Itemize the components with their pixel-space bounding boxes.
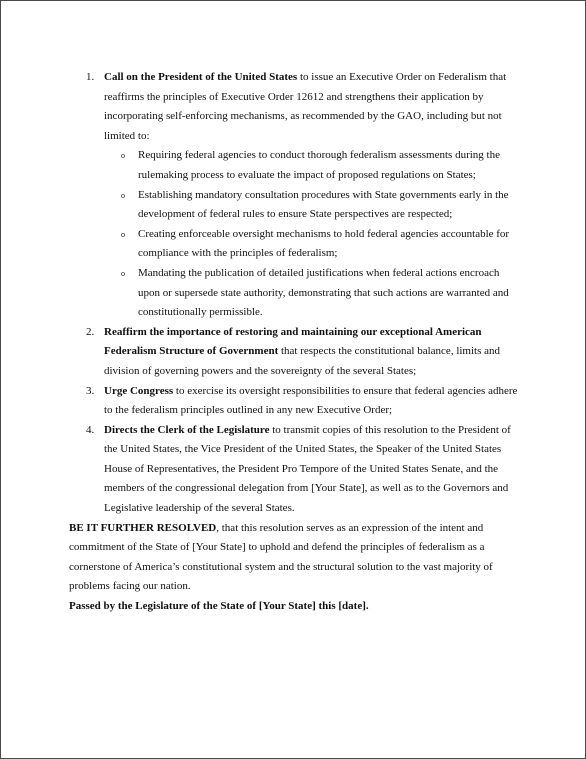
resolved-text: , that this resolution serves as an expression of the intent and commitment of the State of [Your State] to uphold and defend the principles of federalism as a cornerstone of America’s constitutional system and the structural solution to the vast majority of problems facing our nation. <box>69 521 493 593</box>
bullet-icon: o <box>121 190 125 200</box>
list-item-1 <box>86 68 523 323</box>
sub-item <box>121 264 523 323</box>
item-number: 2. <box>86 325 95 338</box>
list-item-2 <box>86 323 523 382</box>
item-number: 3. <box>86 384 95 397</box>
item-text: to issue an Executive Order on Federalism that reaffirms the principles of Executive Order 12612 and strengthens their application by incorporating self-enforcing mechanisms, as recommended by the GAO, including but not limited to: <box>104 71 507 142</box>
resolution-body <box>69 68 523 617</box>
resolved-heading: BE IT FURTHER RESOLVED <box>69 521 217 534</box>
item-heading: Reaffirm the importance of restoring and maintaining our exceptional American Federalism Structure of Government <box>104 325 482 358</box>
item-number: 1. <box>86 71 95 83</box>
item-text: to exercise its oversight responsibilities to ensure that federal agencies adhere to the federalism principles outlined in any new Executive Order; <box>104 384 518 417</box>
further-resolved-paragraph <box>69 519 523 597</box>
item-text: that respects the constitutional balance, limits and division of governing powers and the sovereignty of the several States; <box>104 345 501 377</box>
sub-item-text: Creating enforceable oversight mechanisms to hold federal agencies accountable for compliance with the principles of federalism; <box>138 227 510 260</box>
bullet-icon: o <box>121 229 125 239</box>
sub-item <box>121 225 523 264</box>
passed-line: Passed by the Legislature of the State of [Your State] this [date]. <box>69 600 369 613</box>
bullet-icon: o <box>121 151 125 161</box>
resolution-list <box>69 68 523 519</box>
sub-item-text: Establishing mandatory consultation procedures with State governments early in the development of federal rules to ensure State perspectives are respected; <box>138 188 509 221</box>
sub-list <box>104 146 523 322</box>
sub-item-text: Requiring federal agencies to conduct thorough federalism assessments during the rulemaking process to evaluate the impact of proposed regulations on States; <box>138 149 500 181</box>
item-heading: Directs the Clerk of the Legislature <box>104 423 270 436</box>
sub-item <box>121 186 523 225</box>
list-item-3 <box>86 382 523 421</box>
list-item-4 <box>86 421 523 519</box>
item-heading: Call on the President of the United States <box>104 71 298 83</box>
sub-item-text: Mandating the publication of detailed justifications when federal actions encroach upon or supersede state authority, demonstrating that such actions are warranted and constitutionally permissible. <box>138 266 509 319</box>
item-text: to transmit copies of this resolution to the President of the United States, the Vice President of the United States, the Speaker of the United States House of Representatives, the President Pro Tempore of the United States Senate, and the members of the congressional delegation from [Your State], as well as to the Governors and Legislative leadership of the several States. <box>104 423 511 515</box>
sub-item <box>121 146 523 185</box>
bullet-icon: o <box>121 268 125 278</box>
item-number: 4. <box>86 423 95 436</box>
item-heading: Urge Congress <box>104 384 174 397</box>
